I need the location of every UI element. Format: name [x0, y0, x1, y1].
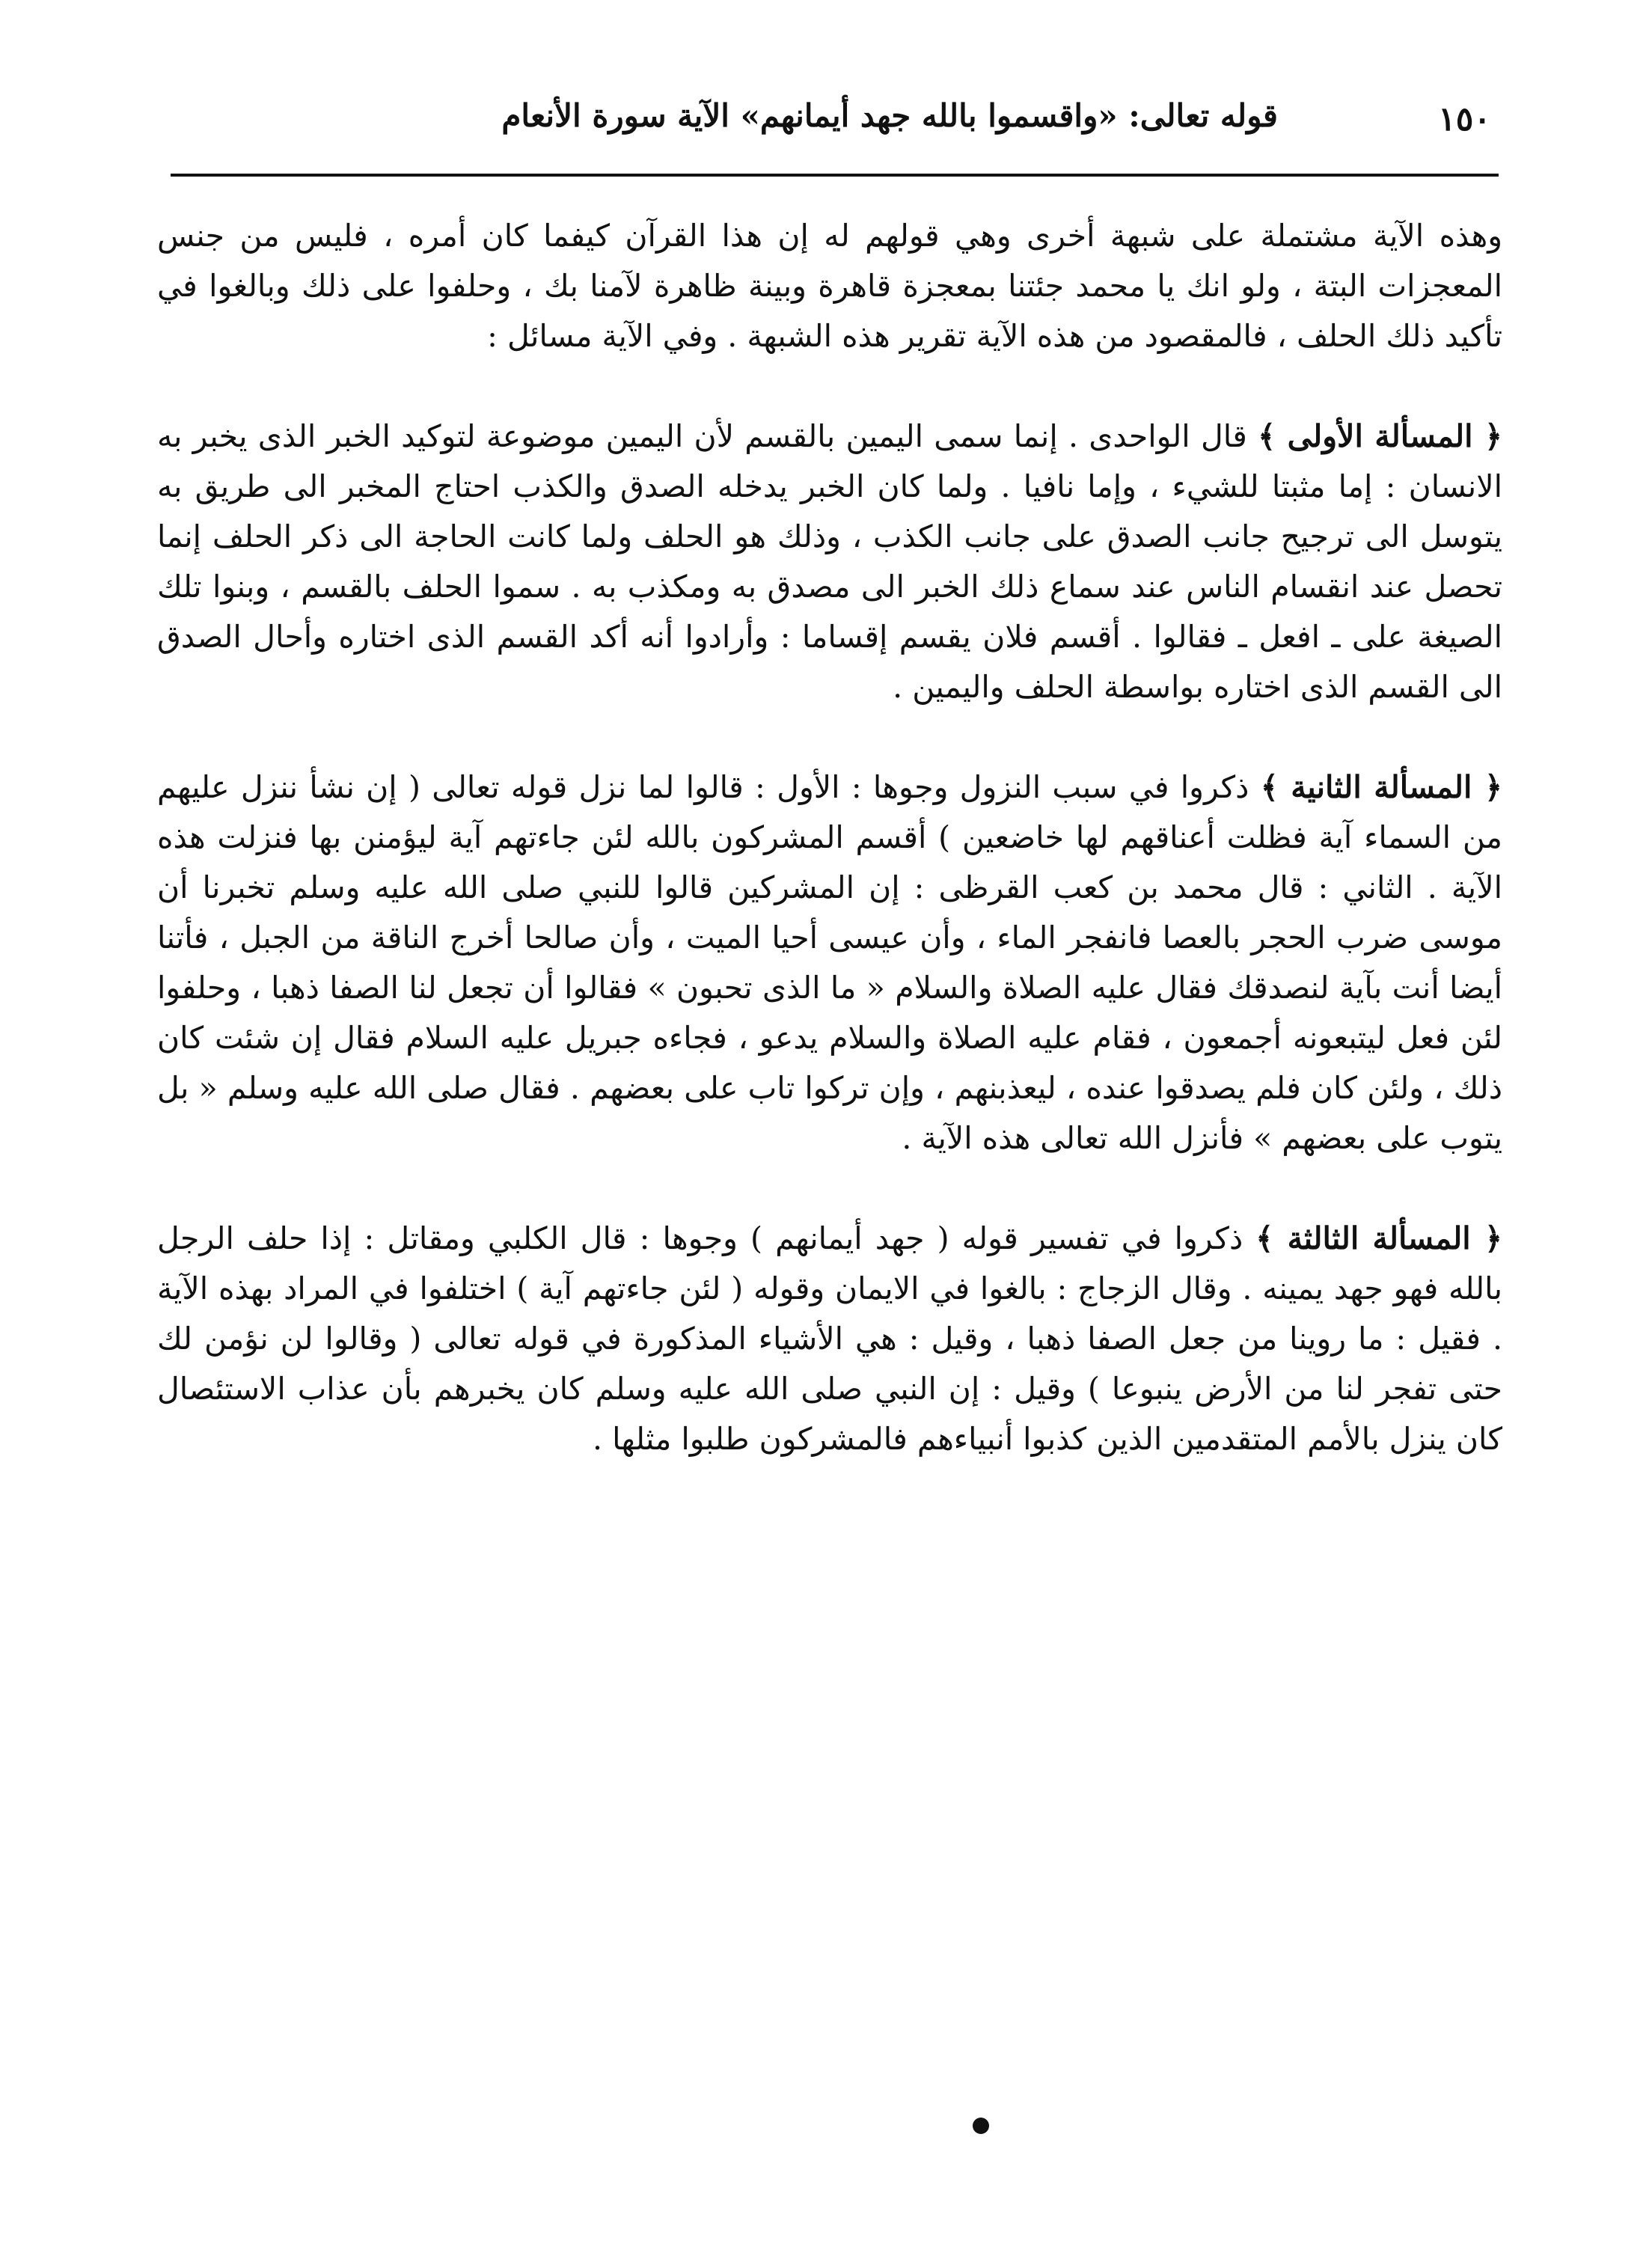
paragraph-third-issue: [157, 1214, 1502, 1464]
body-text: [157, 211, 1502, 1464]
running-head: [180, 90, 1491, 161]
ink-dot-mark: [973, 2118, 989, 2134]
page-number: ١٥٠: [1438, 100, 1491, 138]
paragraph-text: ذكروا في تفسير قوله ( جهد أيمانهم ) وجوها : قال الكلبي ومقاتل : إذا حلف الرجل بالله فهو جهد يمينه . وقال الزجاج : بالغوا في الايمان وقوله ( لئن جاءتهم آية ) اختلفوا في المراد بهذه الآية . فقيل : ما روينا من جعل الصفا ذهبا ، وقيل : هي الأشياء المذكورة في قوله تعالى ( وقالوا لن نؤمن لك حتى تفجر لنا من الأرض ينبوعا ) وقيل : إن النبي صلى الله عليه وسلم كان يخبرهم بأن عذاب الاستئصال كان ينزل بالأمم المتقدمين الذين كذبوا أنبياءهم فالمشركون طلبوا مثلها .: [157, 1220, 1502, 1457]
running-head-title: قوله تعالى: «واقسموا بالله جهد أيمانهم» الآية سورة الأنعام: [501, 97, 1278, 134]
paragraph-first-issue: [157, 412, 1502, 712]
paragraph-text: ذكروا في سبب النزول وجوها : الأول : قالوا لما نزل قوله تعالى ( إن نشأ ننزل عليهم من السماء آية فظلت أعناقهم لها خاضعين ) أقسم المشركون بالله لئن جاءتهم آية ليؤمنن بها فنزلت هذه الآية . الثاني : قال محمد بن كعب القرظى : إن المشركين قالوا للنبي صلى الله عليه وسلم تخبرنا أن موسى ضرب الحجر بالعصا فانفجر الماء ، وأن عيسى أحيا الميت ، وأن صالحا أخرج الناقة من الجبل ، فأتنا أيضا أنت بآية لنصدقك فقال عليه الصلاة والسلام « ما الذى تحبون » فقالوا أن تجعل لنا الصفا ذهبا ، وحلفوا لئن فعل ليتبعونه أجمعون ، فقام عليه الصلاة والسلام يدعو ، فجاءه جبريل عليه السلام فقال إن شئت كان ذلك ، ولئن كان فلم يصدقوا عنده ، ليعذبنهم ، وإن تركوا تاب على بعضهم . فقال صلى الله عليه وسلم « بل يتوب على بعضهم » فأنزل الله تعالى هذه الآية .: [157, 769, 1502, 1156]
paragraph-text: قال الواحدى . إنما سمى اليمين بالقسم لأن اليمين موضوعة لتوكيد الخبر الذى يخبر به الانسان : إما مثبتا للشيء ، وإما نافيا . ولما كان الخبر يدخله الصدق والكذب احتاج المخبر الى طريق به يتوسل الى ترجيح جانب الصدق على جانب الكذب ، وذلك هو الحلف ولما كانت الحاجة الى ذكر الحلف إنما تحصل عند انقسام الناس عند سماع ذلك الخبر الى مصدق به ومكذب به . سموا الحلف بالقسم ، وبنوا تلك الصيغة على ـ افعل ـ فقالوا . أقسم فلان يقسم إقساما : وأرادوا أنه أكد القسم الذى اختاره وأحال الصدق الى القسم الذى اختاره بواسطة الحلف واليمين .: [157, 418, 1502, 705]
paragraph-heading: ﴿ المسألة الثالثة ﴾: [1255, 1220, 1502, 1256]
header-rule: [171, 174, 1499, 177]
paragraph-text: وهذه الآية مشتملة على شبهة أخرى وهي قولهم له إن هذا القرآن كيفما كان أمره ، فليس من جنس المعجزات البتة ، ولو انك يا محمد جئتنا بمعجزة قاهرة وبينة ظاهرة لآمنا بك ، وحلفوا على ذلك وبالغوا في تأكيد ذلك الحلف ، فالمقصود من هذه الآية تقرير هذه الشبهة . وفي الآية مسائل :: [157, 218, 1502, 354]
paragraph-heading: ﴿ المسألة الأولى ﴾: [1258, 418, 1502, 454]
paragraph-heading: ﴿ المسألة الثانية ﴾: [1260, 769, 1502, 805]
paragraph-intro: [157, 211, 1502, 361]
paragraph-second-issue: [157, 762, 1502, 1164]
